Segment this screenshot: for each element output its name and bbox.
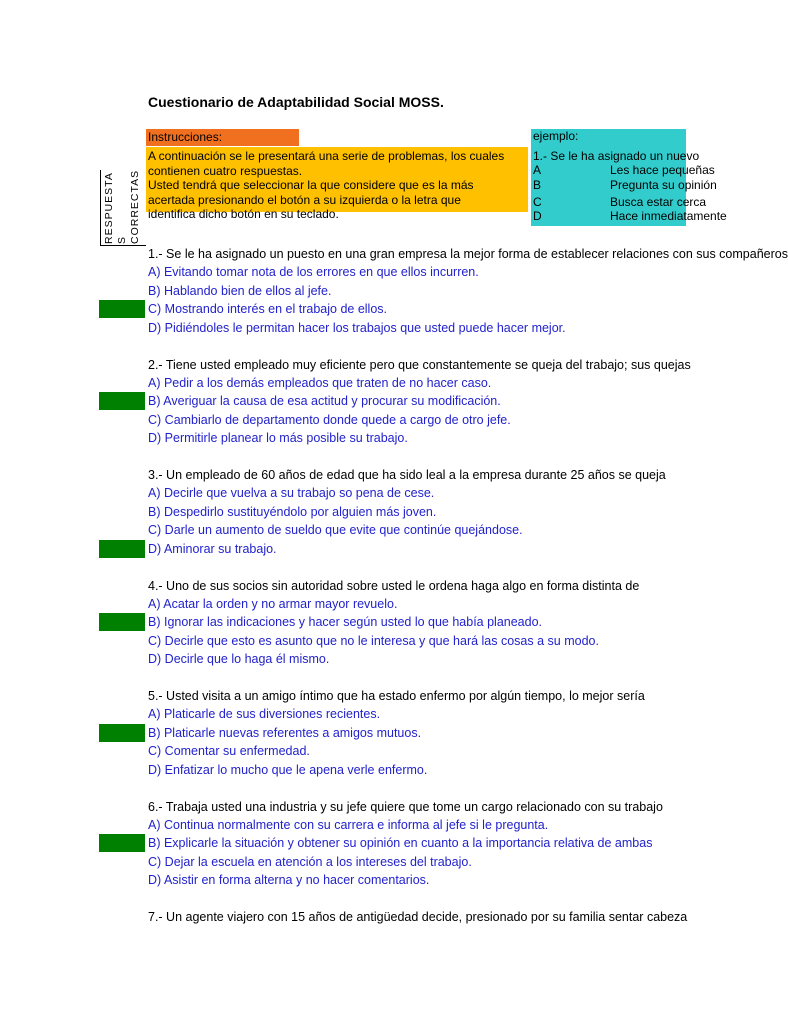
example-option-text: Pregunta su opinión (610, 178, 717, 192)
answer-option[interactable]: A) Decirle que vuelva a su trabajo so pena de cese. (148, 486, 435, 501)
question-text: 1.- Se le ha asignado un puesto en una gran empresa la mejor forma de establecer relaciones con sus compañeros (148, 247, 788, 261)
question-text: 6.- Trabaja usted una industria y su jefe quiere que tome un cargo relacionado con su trabajo (148, 799, 663, 814)
page-title: Cuestionario de Adaptabilidad Social MOSS. (148, 94, 444, 110)
example-option-letter: B (533, 178, 542, 192)
answer-option[interactable]: D) Decirle que lo haga él mismo. (148, 652, 330, 667)
instructions-line: Usted tendrá que seleccionar la que considere que es la más (148, 178, 474, 192)
correct-answer-marker (99, 540, 145, 558)
side-header-line-3: CORRECTAS (129, 169, 141, 244)
correct-answer-marker (99, 724, 145, 742)
answer-option[interactable]: B) Explicarle la situación y obtener su opinión en cuanto a la importancia relativa de ambas (148, 836, 653, 851)
example-label: ejemplo: (533, 129, 579, 143)
instructions-line: acertada presionando el botón a su izquierda o la letra que (148, 192, 461, 207)
question-text: 7.- Un agente viajero con 15 años de antigüedad decide, presionado por su familia sentar cabeza (148, 910, 688, 924)
answer-option[interactable]: A) Acatar la orden y no armar mayor revuelo. (148, 596, 398, 611)
correct-answer-marker (99, 300, 145, 318)
answer-option[interactable]: B) Despedirlo sustituyéndolo por alguien más joven. (148, 504, 437, 519)
instructions-line: contienen cuatro respuestas. (148, 163, 303, 178)
example-option-letter: A (533, 163, 542, 177)
answer-option[interactable]: A) Platicarle de sus diversiones recientes. (148, 707, 381, 722)
example-option-letter: C (533, 195, 542, 209)
correct-answer-marker (99, 392, 145, 410)
answer-option[interactable]: B) Platicarle nuevas referentes a amigos mutuos. (148, 725, 422, 740)
answer-option[interactable]: B) Ignorar las indicaciones y hacer según usted lo que había planeado. (148, 615, 543, 630)
answer-option[interactable]: C) Darle un aumento de sueldo que evite que continúe quejándose. (148, 523, 523, 538)
answer-option[interactable]: A) Pedir a los demás empleados que traten de no hacer caso. (148, 375, 492, 390)
answer-option[interactable]: C) Mostrando interés en el trabajo de ellos. (148, 302, 388, 317)
correct-answer-marker (99, 613, 145, 631)
instructions-line: A continuación se le presentará una serie de problemas, los cuales (148, 149, 505, 163)
example-option-text: Hace inmediatamente (610, 209, 727, 223)
instructions-label: Instrucciones: (146, 129, 299, 146)
example-option-letter: D (533, 209, 542, 223)
answer-option[interactable]: B) Averiguar la causa de esa actitud y procurar su modificación. (148, 394, 501, 409)
question-text: 5.- Usted visita a un amigo íntimo que ha estado enfermo por algún tiempo, lo mejor sería (148, 689, 645, 703)
correct-answer-marker (99, 834, 145, 852)
instructions-line: identifica dicho botón en su teclado. (148, 207, 339, 221)
question-text: 4.- Uno de sus socios sin autoridad sobre usted le ordena haga algo en forma distinta de (148, 578, 640, 593)
question-text: 3.- Un empleado de 60 años de edad que ha sido leal a la empresa durante 25 años se queja (148, 468, 666, 482)
example-question: 1.- Se le ha asignado un nuevo (533, 149, 700, 163)
answer-option[interactable]: D) Asistir en forma alterna y no hacer comentarios. (148, 873, 430, 888)
answer-option[interactable]: C) Decirle que esto es asunto que no le interesa y que hará las cosas a su modo. (148, 633, 599, 648)
answer-option[interactable]: C) Dejar la escuela en atención a los intereses del trabajo. (148, 854, 472, 869)
example-option-text: Busca estar cerca (610, 195, 707, 209)
answer-option[interactable]: D) Aminorar su trabajo. (148, 541, 277, 556)
answer-option[interactable]: C) Cambiarlo de departamento donde quede a cargo de otro jefe. (148, 412, 511, 427)
answer-option[interactable]: D) Enfatizar lo mucho que le apena verle enfermo. (148, 762, 428, 777)
answer-option[interactable]: D) Permitirle planear lo más posible su trabajo. (148, 431, 408, 446)
answer-option[interactable]: B) Hablando bien de ellos al jefe. (148, 283, 332, 298)
answer-option[interactable]: D) Pidiéndoles le permitan hacer los trabajos que usted puede hacer mejor. (148, 320, 566, 335)
side-header-line-2: S (116, 235, 128, 244)
answer-option[interactable]: A) Continua normalmente con su carrera e informa al jefe si le pregunta. (148, 817, 549, 832)
question-text: 2.- Tiene usted empleado muy eficiente pero que constantemente se queja del trabajo; sus quejas (148, 357, 691, 372)
side-header-line-1: RESPUESTA (103, 172, 115, 244)
answer-option[interactable]: A) Evitando tomar nota de los errores en que ellos incurren. (148, 265, 479, 280)
example-option-text: Les hace pequeñas (610, 163, 715, 177)
answer-option[interactable]: C) Comentar su enfermedad. (148, 744, 310, 759)
